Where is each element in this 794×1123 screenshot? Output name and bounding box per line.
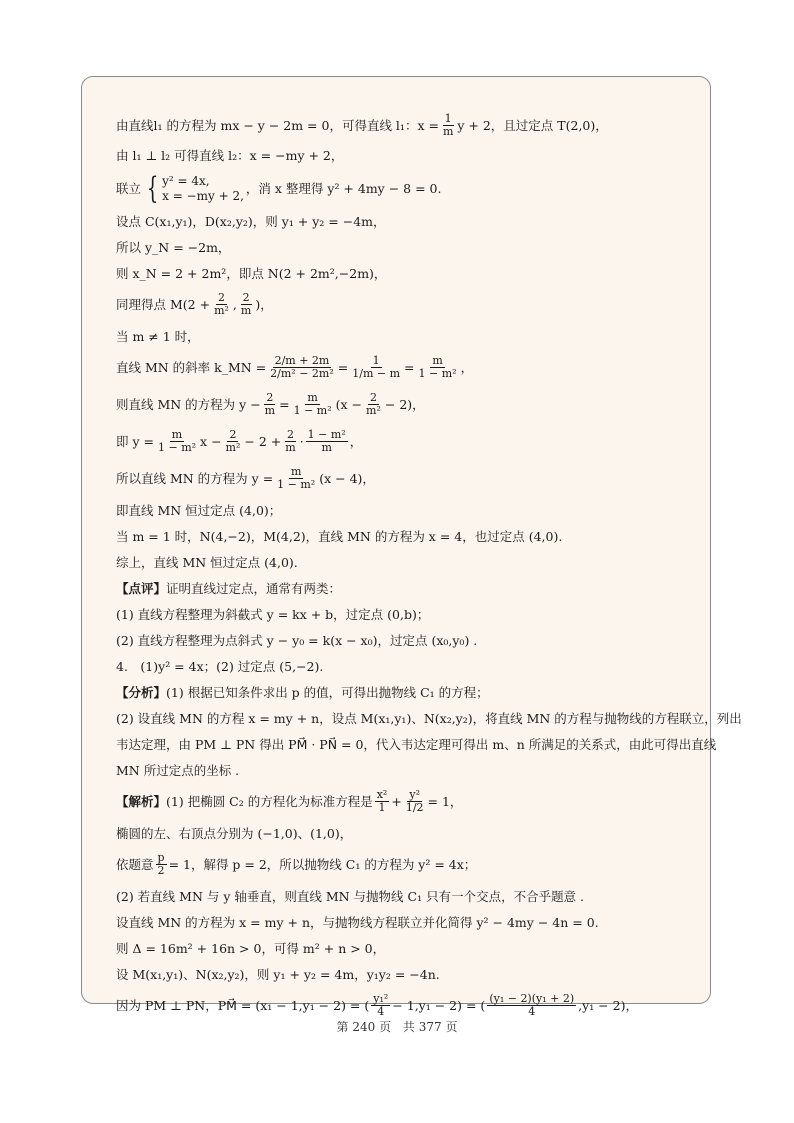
text-line: 【分析】 (1) 根据已知条件求出 p 的值，可得出抛物线 C₁ 的方程； xyxy=(116,685,489,700)
solution-tag: 【解析】 xyxy=(116,793,167,809)
fraction: $\frac{1}{m}$ xyxy=(442,112,454,138)
text-line: 【解析】 (1) 把椭圆 C₂ 的方程化为标准方程是 $\frac{\text{x²}}{1}$ + $\frac{\text{y²}}{1/2}$ = 1， xyxy=(116,788,463,814)
text-line: 则 Δ = 16m² + 16n > 0，可得 m² + n > 0， xyxy=(116,941,386,956)
fraction: $\frac{2}{\text{m²}}$ xyxy=(225,428,241,454)
fraction: $\frac{\text{y₁²}}{4}$ xyxy=(373,992,389,1018)
text-line: 依题意 $\frac{p}{2}$ = 1，解得 p = 2，所以抛物线 C₁ 的方程为 y² = 4x； xyxy=(116,851,477,877)
text-line: 同理得点 M(2 + $\frac{2}{\text{m²}}$ , $\frac{2}{m}$ )， xyxy=(116,291,273,317)
fraction: $\frac{2}{\text{m²}}$ xyxy=(214,291,229,317)
fraction: $\frac{\text{(y₁ − 2)(y₁ + 2)}}{4}$ xyxy=(489,992,575,1018)
page-number: 第 240 页 xyxy=(336,1020,392,1034)
text-line: 由 l₁ ⊥ l₂ 可得直线 l₂：x = −my + 2， xyxy=(116,148,344,163)
equation-system: { y² = 4x, x = −my + 2, xyxy=(146,171,244,206)
text-line: 由直线 l₁ 的方程为 mx − y − 2m = 0，可得直线 l₁：x = $\frac{1}{m}$ y + 2，且过定点 T(2,0)， xyxy=(116,112,608,138)
page-footer xyxy=(0,1018,794,1035)
fraction: $\frac{2}{m}$ xyxy=(285,428,296,454)
fraction: $\frac{m}{\text{1 − m²}}$ xyxy=(157,428,197,454)
text-line: (2) 若直线 MN 与 y 轴垂直，则直线 MN 与抛物线 C₁ 只有一个交点，不合乎题意 . xyxy=(116,889,585,904)
text-line: 则直线 MN 的方程为 y − $\frac{2}{m}$ = $\frac{m}{\text{1 − m²}}$ (x − $\frac{2}{\text{m²}}$ − 2)， xyxy=(116,391,425,417)
fraction: $\frac{2}{m}$ xyxy=(264,391,276,417)
fraction: $\frac{\text{y²}}{1/2}$ xyxy=(405,788,424,814)
text-line: 则 x_N = 2 + 2m²，即点 N(2 + 2m²,−2m)， xyxy=(116,266,387,281)
text-line: 当 m ≠ 1 时， xyxy=(116,329,200,344)
comment-tag: 【点评】 xyxy=(116,581,167,596)
fraction: $\frac{m}{\text{1 − m²}}$ xyxy=(277,465,316,491)
fraction: $\frac{2}{m}$ xyxy=(240,291,252,317)
text-line: (2) 设直线 MN 的方程 x = my + n，设点 M(x₁,y₁)、N(x₂,y₂)，将直线 MN 的方程与抛物线的方程联立，列出 xyxy=(116,711,742,726)
text-line: 综上，直线 MN 恒过定点 (4,0). xyxy=(116,555,298,570)
fraction: $\frac{\text{1 − m²}}{m}$ xyxy=(307,428,346,454)
text-line: (2) 直线方程整理为点斜式 y − y₀ = k(x − x₀)，过定点 (x₀,y₀) . xyxy=(116,633,478,648)
fraction: $\frac{m}{\text{1 − m²}}$ xyxy=(418,354,457,380)
text-line: 4. (1)y² = 4x；(2) 过定点 (5,−2). xyxy=(116,659,324,674)
fraction: $\frac{2/m + 2m}{\text{2/m² − 2m²}}$ xyxy=(270,354,334,380)
text-line: MN 所过定点的坐标 . xyxy=(116,763,240,778)
fraction: $\frac{2}{\text{m²}}$ xyxy=(366,391,381,417)
text-line: 即 y = $\frac{m}{\text{1 − m²}}$ x − $\frac{2}{\text{m²}}$ − 2 + $\frac{2}{m}$ · $\frac{\text{1 − m²}}{m}$ ， xyxy=(116,428,363,454)
text-line: (1) 直线方程整理为斜截式 y = kx + b，过定点 (0,b)； xyxy=(116,607,430,622)
solution-content xyxy=(116,112,742,1030)
text-line: 即直线 MN 恒过定点 (4,0)； xyxy=(116,503,282,518)
text-line: 直线 MN 的斜率 k_MN = $\frac{2/m + 2m}{\text{2/m² − 2m²}}$ = $\frac{1}{1/m - m}$ = $\frac{m}{\text{1 − m²}}$ ， xyxy=(116,354,474,380)
text-line: 【点评】 证明直线过定点，通常有两类： xyxy=(116,581,342,596)
text-line: 因为 PM ⊥ PN，PM⃗ = (x₁ − 1,y₁ − 2) = ( $\frac{\text{y₁²}}{4}$ − 1,y₁ − 2) = ( $\frac{\text{(y₁ − 2)(y₁ + 2)}}{4}$ ,y₁ − 2)， xyxy=(116,992,638,1018)
text-line: 椭圆的左、右顶点分别为 (−1,0)、(1,0)， xyxy=(116,826,353,841)
fraction: $\frac{\text{x²}}{1}$ xyxy=(376,788,388,814)
text-line: 设直线 MN 的方程为 x = my + n，与抛物线方程联立并化简得 y² − 4my − 4n = 0. xyxy=(116,915,599,930)
page-total: 共 377 页 xyxy=(402,1020,458,1034)
fraction: $\frac{m}{\text{1 − m²}}$ xyxy=(293,391,332,417)
fraction: $\frac{p}{2}$ xyxy=(157,851,165,877)
text-line: 所以 y_N = −2m， xyxy=(116,240,231,255)
solution-card xyxy=(81,76,742,1018)
text-line: 所以直线 MN 的方程为 y = $\frac{m}{\text{1 − m²}}$ (x − 4)， xyxy=(116,465,375,491)
analysis-tag: 【分析】 xyxy=(116,685,167,700)
text-line: 设点 C(x₁,y₁)，D(x₂,y₂)，则 y₁ + y₂ = −4m， xyxy=(116,214,386,229)
text-line: 设 M(x₁,y₁)、N(x₂,y₂)，则 y₁ + y₂ = 4m，y₁y₂ = −4n. xyxy=(116,967,440,982)
text-line: 当 m = 1 时，N(4,−2)，M(4,2)，直线 MN 的方程为 x = 4，也过定点 (4,0). xyxy=(116,529,563,544)
fraction: $\frac{1}{1/m - m}$ xyxy=(352,354,401,380)
text-line: 韦达定理，由 PM ⊥ PN 得出 PM⃗ · PN⃗ = 0，代入韦达定理可得出 m、n 所满足的关系式，由此可得出直线 xyxy=(116,737,717,752)
text-line: 联立 { y² = 4x, x = −my + 2, ，消 x 整理得 y² + 4my − 8 = 0. xyxy=(116,171,442,206)
